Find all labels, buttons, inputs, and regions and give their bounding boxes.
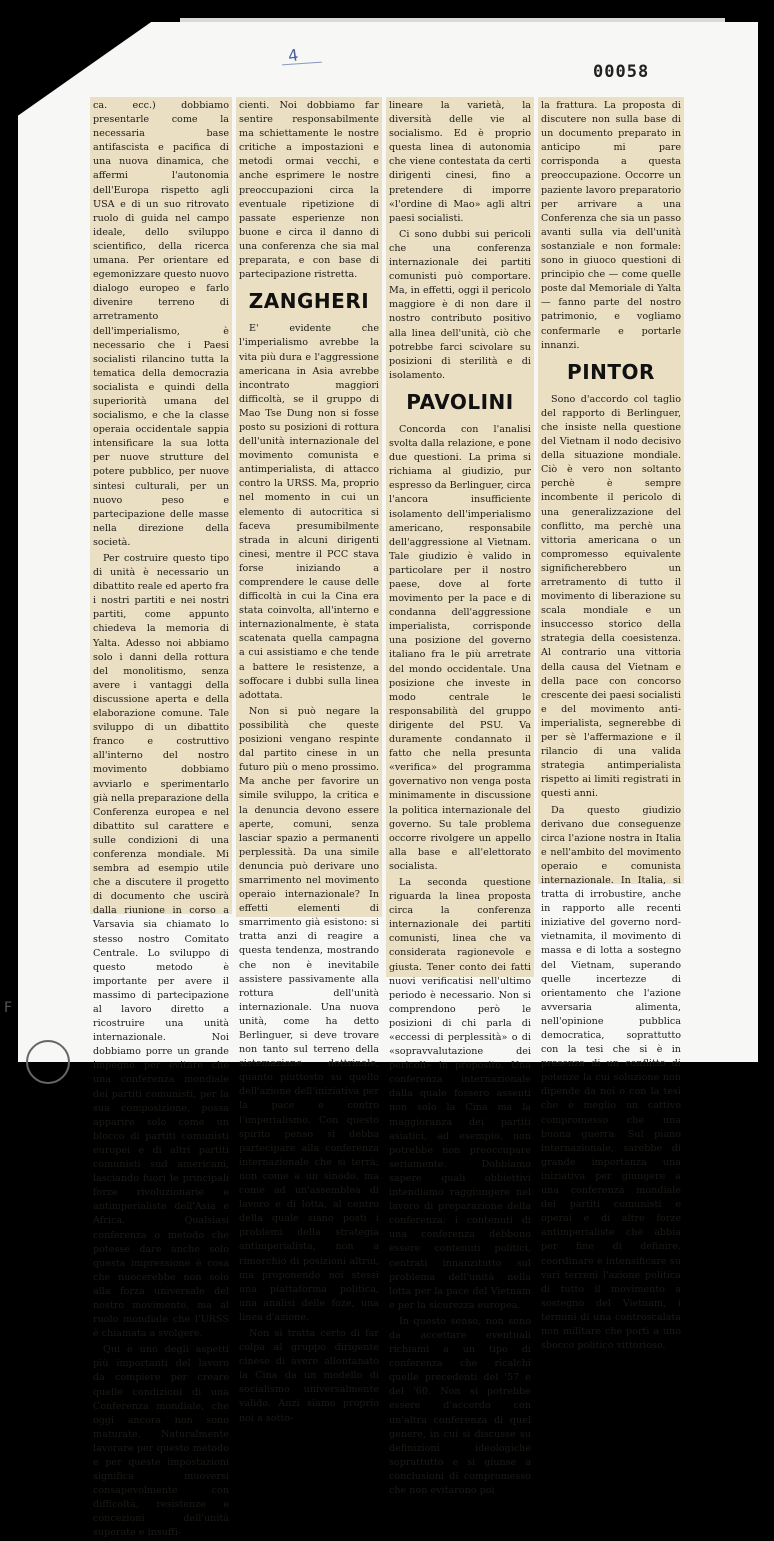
headline-pintor: PINTOR	[567, 359, 655, 384]
col2-paragraph: cienti. Noi dobbiamo far sentire responsabilmente ma schiettamente le nostre critiche a impostazioni e metodi ormai vecchi, e anche esprimere le nostre preoccupazioni circa la eventuale ripetizione di passate esperienze non buone e circa il danno di una conferenza che sia mal preparata, e con base di partecipazione ristretta.	[239, 100, 379, 281]
col4-paragraph: la frattura. La proposta di discutere non sulla base di un documento preparato in anticipo mi pare corrisponda a questa preoccupazione. Occorre un paziente lavoro preparatorio per arrivare a una Conferenza che sia un passo avanti sulla via dell'unità sostanziale e non formale: sono in giuoco questioni di principio che — come quelle poste dal Memoriale di Yalta — fanno parte del nostro patrimonio, e vogliamo confermarle e portarle innanzi.	[541, 100, 681, 351]
archive-stamp-number: 00058	[593, 62, 650, 82]
footer-mark: F	[4, 1000, 13, 1016]
clipping-column-2	[236, 97, 382, 1424]
headline-zangheri: ZANGHERI	[248, 289, 370, 314]
headline-pavolini: PAVOLINI	[406, 389, 514, 414]
col3-paragraph: La seconda questione riguarda la linea proposta circa la conferenza internazionale dei partiti comunisti, linea che va considerata ragionevole e giusta. Tener conto dei fatti nuovi verificatisi nell'ultimo periodo è necessario. Non si comprendono però le posizioni di chi parla di «eccessi di perplessità» o di «sopravvalutazione dei pericoli» in proposito. Una conferenza internazionale dalla quale fossero assenti non solo la Cina ma la maggioranza dei partiti asiatici, ad esempio, non potrebbe non preoccupare seriamente. Dobbiamo sapere quali obbiettivi intendiamo raggiungere nel lavoro di preparazione della conferenza: i contenuti di una conferenza debbono essere contenuti politici, centrati innanzitutto sul problema dell'unità nella lotta per la pace del Vietnam e per la sicurezza europea.	[389, 876, 531, 1311]
col2-paragraph: Non si può negare la possibilità che queste posizioni vengano respinte dal partito cinese in un futuro più o meno prossimo. Ma anche per favorire un simile sviluppo, la critica e la denuncia devono essere aperte, comuni, senza lasciar spazio a permanenti perplessità. Da una simile denuncia può derivare uno smarrimento nel movimento operaio internazionale? In effetti elementi di smarrimento già esistono: si tratta anzi di reagire a questa tendenza, mostrando che non è inevitabile assistere passivamente alla rottura dell'unità internazionale. Una nuova unità, come ha detto Berlinguer, si deve trovare non tanto sul terreno della sistemazione dottrinale, quanto piuttosto su quello dell'azione dell'iniziativa per la pace e contro l'imperialismo. Con questo spirito penso si debba partecipare alla conferenza internazionale che si terrà; non come a un sinodo, ma come ad un'assemblea di lavoro e di lotta, al centro della quale siano posti i problemi della strategia antimperialista, non a rimorchio di posizioni altrui, ma proponendo noi stessi una piattaforma politica, una analisi delle foze, una linea d'azione.	[239, 705, 379, 1323]
col4-paragraph: Da questo giudizio derivano due conseguenze circa l'azione nostra in Italia e nell'ambito del movimento operaio e comunista internazionale. In Italia, si tratta di irrobustire, anche in rapporto alle recenti iniziative del governo nord-vietnamita, il movimento di massa e di lotta a sostegno del Vietnam, superando quelle incertezze di orientamento che l'azione avversaria alimenta, nell'opinione pubblica democratica, soprattutto con la tesi che si è in presenza di un conflitto di potenze la cui soluzione non dipende da noi o con la tesi che è meglio un cattivo compromesso che una buona guerra. Sul piano internazionale, sarebbe di grande importanza una iniziativa per giungere a una conferenza mondiale dei partiti comunisti e operai e di altre forze antimperialiste che abbia per fine di definire, coordinare e intensificare su vari terreni l'azione politica di tutto il movimento a sostegno del Vietnam, i termini di una controscalata non militare che porti a uno sbocco politico vittorioso.	[541, 804, 681, 1352]
col4-paragraph: Sono d'accordo col taglio del rapporto di Berlinguer, che insiste nella questione del Vietnam il nodo decisivo della situazione mondiale. Ciò è vero non soltanto perchè è sempre incombente il pericolo di una generalizzazione del conflitto, ma perchè una vittoria americana o un compromesso equivalente significherebbero un arretramento di tutto il movimento di liberazione su scala mondiale e un insuccesso storico della strategia della coesistenza. Al contrario una vittoria della causa del Vietnam e della pace con concorso crescente dei paesi socialisti e del movimento anti-imperialista, segnerebbe di per sè l'affermazione e il rilancio di una valida strategia antimperialista rispetto ai limiti registrati in questi anni.	[541, 393, 681, 800]
col1-paragraph: ca. ecc.) dobbiamo presentarle come la necessaria base antifascista e pacifica di una nuova dinamica, che affermi l'autonomia dell'Europa rispetto agli USA e di un suo ritrovato ruolo di guida nel campo ideale, dello sviluppo scientifico, della ricerca umana. Per orientare ed egemonizzare questo nuovo dialogo europeo e farlo divenire terreno di arretramento dell'imperialismo, è necessario che i Paesi socialisti rilancino tutta la tematica della democrazia socialista e quindi della superiorità umana del socialismo, e che la classe operaia occidentale sappia intensificare la sua lotta per nuove strutture del potere pubblico, per nuove sintesi culturali, per un nuovo peso e partecipazione delle masse nella direzione della società.	[93, 100, 229, 548]
col1-paragraph: Per costruire questo tipo di unità è necessario un dibattito reale ed aperto fra i nostri partiti e nei nostri partiti, come appunto chiedeva la memoria di Yalta. Adesso noi abbiamo solo i danni della rottura del monolitismo, senza avere i vantaggi della discussione aperta e della elaborazione comune. Tale sviluppo di un dibattito franco e costruttivo all'interno del nostro movimento dobbiamo avviarlo e sperimentarlo già nella preparazione della Conferenza europea e nel dibattito sul carattere e sulle condizioni di una conferenza mondiale. Mi sembra ad esempio utile che a discutere il progetto di documento che uscirà dalla riunione in corso a Varsavia sia chiamato lo stesso nostro Comitato Centrale. Lo sviluppo di questo metodo è importante per avere il massimo di partecipazione al lavoro diretto a ricostruire una unità internazionale. Noi dobbiamo porre un grande impegno per evitare che una conferenza mondiale dei partiti comunisti, per la sua composizione, possa apparire solo come un blocco di partiti comunisti europei e di altri partiti comunisti sud americani, lasciando fuori le principali forze rivoluzionarie e antimperialiste dell'Asia e Africa. Qualsiasi conferenza o metodo che potesse dare anche solo questa impressione è cosa che nuocerebbe non solo alla forza universale del nostro movimento, ma al ruolo mondiale che l'URSS è chiamata a svolgere.	[93, 553, 229, 1340]
col3-paragraph: Ci sono dubbi sui pericoli che una conferenza internazionale dei partiti comunisti può comportare. Ma, in effetti, oggi il pericolo maggiore è di non dare il nostro contributo positivo alla linea dell'unità, ciò che potrebbe farci scivolare su posizioni di sterilità e di isolamento.	[389, 228, 531, 381]
clipping-column-1	[90, 97, 232, 1539]
clipping-column-3	[386, 97, 534, 1496]
col3-paragraph: lineare la varietà, la diversità delle vie al socialismo. Ed è proprio questa linea di autonomia che viene contestata da certi dirigenti cinesi, fino a pretendere di imporre «l'ordine di Mao» agli altri paesi socialisti.	[389, 100, 531, 224]
col1-paragraph: Qui è uno degli aspetti più importanti del lavoro da compiere per creare quelle condizioni di una Conferenza mondiale, che oggi ancora non sono maturate. Naturalmente lavorare per questo metodo e per queste impostazioni significa muoversi consapevolmente con difficoltà, resistenze e concezioni dell'unità superate e insuffi-	[93, 1344, 229, 1539]
clipping-column-4	[538, 97, 684, 1352]
handwritten-number: 4	[286, 45, 300, 66]
col2-paragraph: Non si tratta certo di far colpa al gruppo dirigente cinese di avere allontanato la Cina da un modello di socialismo universalmente valido. Anzi siamo proprio noi a sotto-	[239, 1327, 379, 1424]
col2-paragraph: E' evidente che l'imperialismo avrebbe la vita più dura e l'aggressione americana in Asia avrebbe incontrato maggiori difficoltà, se il gruppo di Mao Tse Dung non si fosse posto su posizioni di rottura dell'unità internazionale del movimento comunista e antimperialista, di attacco contro la URSS. Ma, proprio nel momento in cui un elemento di autocritica si faceva presumibilmente strada in alcuni dirigenti cinesi, mentre il PCC stava forse iniziando a comprendere le cause delle difficoltà in cui la Cina era stata coinvolta, all'interno e internazionalmente, è stata scatenata quella campagna a cui assistiamo e che tende a battere le resistenze, a soffocare i dubbi sulla linea adottata.	[239, 323, 379, 701]
col3-paragraph: Concorda con l'analisi svolta dalla relazione, e pone due questioni. La prima si richiama al giudizio, pur espresso da Berlinguer, circa l'ancora insufficiente isolamento dell'imperialismo americano, responsabile dell'aggressione al Vietnam. Tale giudizio è valido in particolare per il nostro paese, dove al forte movimento per la pace e di condanna dell'aggressione imperialista, corrisponde una posizione del governo italiano fra le più arretrate del mondo occidentale. Una posizione che investe in modo centrale le responsabilità del gruppo dirigente del PSU. Va duramente condannato il fatto che nella presunta «verifica» del programma governativo non venga posta minimamente in discussione la politica internazionale del governo. Su tale problema occorre rivolgere un appello alla base e all'elettorato socialista.	[389, 423, 531, 872]
col3-paragraph: In questo senso, non sono da accettare eventuali richiami a un tipo di conferenza che ricalchi quelle precedenti del '57 e del '60. Non si potrebbe essere d'accordo con un'altra conferenza di quel genere, in cui si discusse su definizioni ideologiche soprattutto e si giunse a conclusioni di compromesso che non evitarono poi	[389, 1315, 531, 1496]
binder-ring-icon	[26, 1040, 70, 1084]
